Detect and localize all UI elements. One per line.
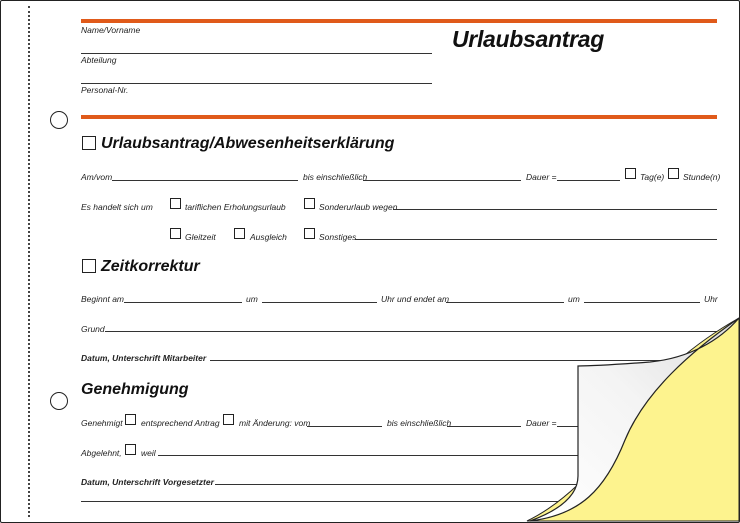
manager-signature-label: Datum, Unterschrift Vorgesetzter xyxy=(81,477,214,487)
begins-label: Beginnt am xyxy=(81,294,124,304)
concerns-label: Es handelt sich um xyxy=(81,202,153,212)
approval-heading: Genehmigung xyxy=(81,381,189,398)
name-label: Name/Vorname xyxy=(81,25,141,35)
as-requested-label: entsprechend Antrag xyxy=(141,418,220,428)
approval-until-label: bis einschließlich xyxy=(387,418,452,428)
tariff-leave-label: tariflichen Erholungsurlaub xyxy=(185,202,286,212)
days-label: Tag(e) xyxy=(640,172,665,182)
because-label: weil xyxy=(141,448,156,458)
special-leave-label: Sonderurlaub wegen xyxy=(319,202,398,212)
employee-signature-label: Datum, Unterschrift Mitarbeiter xyxy=(81,353,207,363)
other-label: Sonstiges xyxy=(319,232,357,242)
approval-duration-label: Dauer = xyxy=(526,418,557,428)
department-label: Abteilung xyxy=(81,55,117,65)
approved-label: Genehmigt xyxy=(81,418,123,428)
form-title: Urlaubsantrag xyxy=(452,26,605,52)
from-label: Am/vom xyxy=(81,172,113,182)
flextime-label: Gleitzeit xyxy=(185,232,216,242)
ends-time-label: um xyxy=(568,294,580,304)
personnel-number-label: Personal-Nr. xyxy=(81,85,129,95)
reason-label: Grund xyxy=(81,324,105,334)
compensation-label: Ausgleich xyxy=(250,232,287,242)
begins-time-label: um xyxy=(246,294,258,304)
clock-label: Uhr xyxy=(704,294,718,304)
ends-label: Uhr und endet am xyxy=(381,294,450,304)
hours-label: Stunde(n) xyxy=(683,172,721,182)
correction-heading: Zeitkorrektur xyxy=(101,258,200,275)
with-change-label: mit Änderung: vom xyxy=(239,418,311,428)
until-label: bis einschließlich xyxy=(303,172,368,182)
request-heading: Urlaubsantrag/Abwesenheitserklärung xyxy=(101,135,395,152)
duration-label: Dauer = xyxy=(526,172,557,182)
rejected-label: Abgelehnt, xyxy=(81,448,122,458)
